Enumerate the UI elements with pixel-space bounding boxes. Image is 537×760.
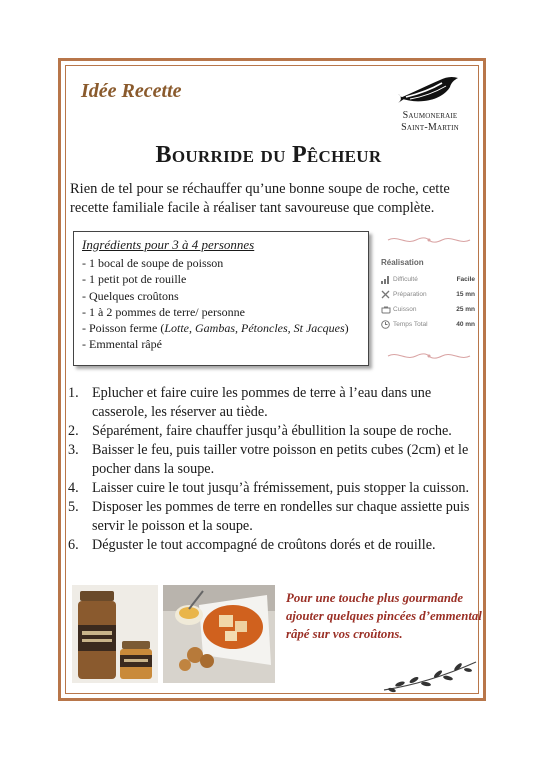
- recipe-title: Bourride du Pêcheur: [155, 142, 382, 168]
- realisation-label: Cuisson: [393, 306, 417, 313]
- clock-icon: [381, 320, 391, 330]
- realisation-panel: [378, 232, 478, 368]
- ingredient-fish-label: - Poisson ferme (: [82, 321, 165, 336]
- logo-text-line2: Saint-Martin: [401, 122, 459, 133]
- logo-text-line1: Saumoneraie: [402, 110, 458, 121]
- recipe-step: [68, 479, 480, 498]
- realisation-value: 40 mn: [456, 321, 475, 328]
- step-text: Séparément, faire chauffer jusqu’à ébullition la soupe de roche.: [92, 423, 452, 439]
- recipe-step: [68, 441, 480, 479]
- step-number: 1.: [68, 385, 79, 401]
- ingredient-item: - 1 à 2 pommes de terre/ personne: [82, 304, 245, 319]
- utensils-icon: [381, 290, 391, 300]
- salmon-logo-icon: [396, 72, 464, 108]
- pot-icon: [381, 305, 391, 315]
- step-text: Laisser cuire le tout jusqu’à frémissement, puis stopper la cuisson.: [92, 480, 470, 496]
- recipe-step: [68, 536, 480, 555]
- realisation-label: Temps Total: [393, 321, 428, 328]
- ingredient-item: - Quelques croûtons: [82, 288, 179, 303]
- ingredient-item: - 1 petit pot de rouille: [82, 272, 187, 287]
- ornament-divider-icon: [386, 234, 472, 246]
- realisation-label: Difficulté: [393, 276, 418, 283]
- ingredients-title: Ingrédients pour 3 à 4 personnes: [82, 237, 255, 252]
- ingredient-item-fish: [82, 320, 360, 336]
- step-text: Disposer les pommes de terre en rondelles sur chaque assiette puis servir le poisson et la soupe.: [92, 499, 470, 534]
- ingredients-box: [73, 231, 369, 366]
- difficulty-bars-icon: [381, 275, 391, 285]
- realisation-value: Facile: [456, 276, 475, 283]
- recipe-category-label: Idée Recette: [81, 80, 182, 102]
- ingredient-item: - 1 bocal de soupe de poisson: [82, 256, 224, 270]
- brand-logo: [388, 72, 472, 142]
- step-number: 4.: [68, 480, 79, 496]
- realisation-row-total: [381, 320, 475, 332]
- ornament-divider-icon: [386, 350, 472, 362]
- recipe-step: [68, 384, 480, 422]
- bourride-dish-photo: [163, 585, 275, 683]
- ingredient-fish-examples: Lotte, Gambas, Pétoncles, St Jacques: [164, 321, 345, 336]
- ingredient-fish-close: ): [344, 321, 349, 336]
- recipe-intro: Rien de tel pour se réchauffer qu’une bonne soupe de roche, cette recette familiale facile à réaliser tant savoureuse que complète.: [70, 181, 450, 216]
- step-number: 5.: [68, 499, 79, 515]
- step-number: 3.: [68, 442, 79, 458]
- product-jars-photo: [72, 585, 158, 683]
- ingredient-item: - Emmental râpé: [82, 337, 162, 352]
- realisation-row-difficulty: [381, 275, 475, 287]
- step-number: 6.: [68, 537, 79, 553]
- realisation-label: Préparation: [393, 291, 427, 298]
- recipe-step: [68, 498, 480, 536]
- realisation-row-preparation: [381, 290, 475, 302]
- recipe-steps: [68, 384, 480, 555]
- recipe-step: [68, 422, 480, 441]
- step-text: Baisser le feu, puis tailler votre poisson en petits cubes (2cm) et le pocher dans la soupe.: [92, 442, 469, 477]
- realisation-title: Réalisation: [381, 258, 424, 267]
- realisation-value: 25 mn: [456, 306, 475, 313]
- realisation-row-cooking: [381, 305, 475, 317]
- step-text: Déguster le tout accompagné de croûtons dorés et de rouille.: [92, 537, 436, 553]
- serving-tip: Pour une touche plus gourmande ajouter quelques pincées d’emmental râpé sur vos croûtons.: [286, 591, 482, 641]
- step-number: 2.: [68, 423, 79, 439]
- olive-branch-ornament-icon: [380, 656, 480, 696]
- realisation-value: 15 mn: [456, 291, 475, 298]
- step-text: Eplucher et faire cuire les pommes de terre à l’eau dans une casserole, les réserver au tiède.: [92, 385, 432, 420]
